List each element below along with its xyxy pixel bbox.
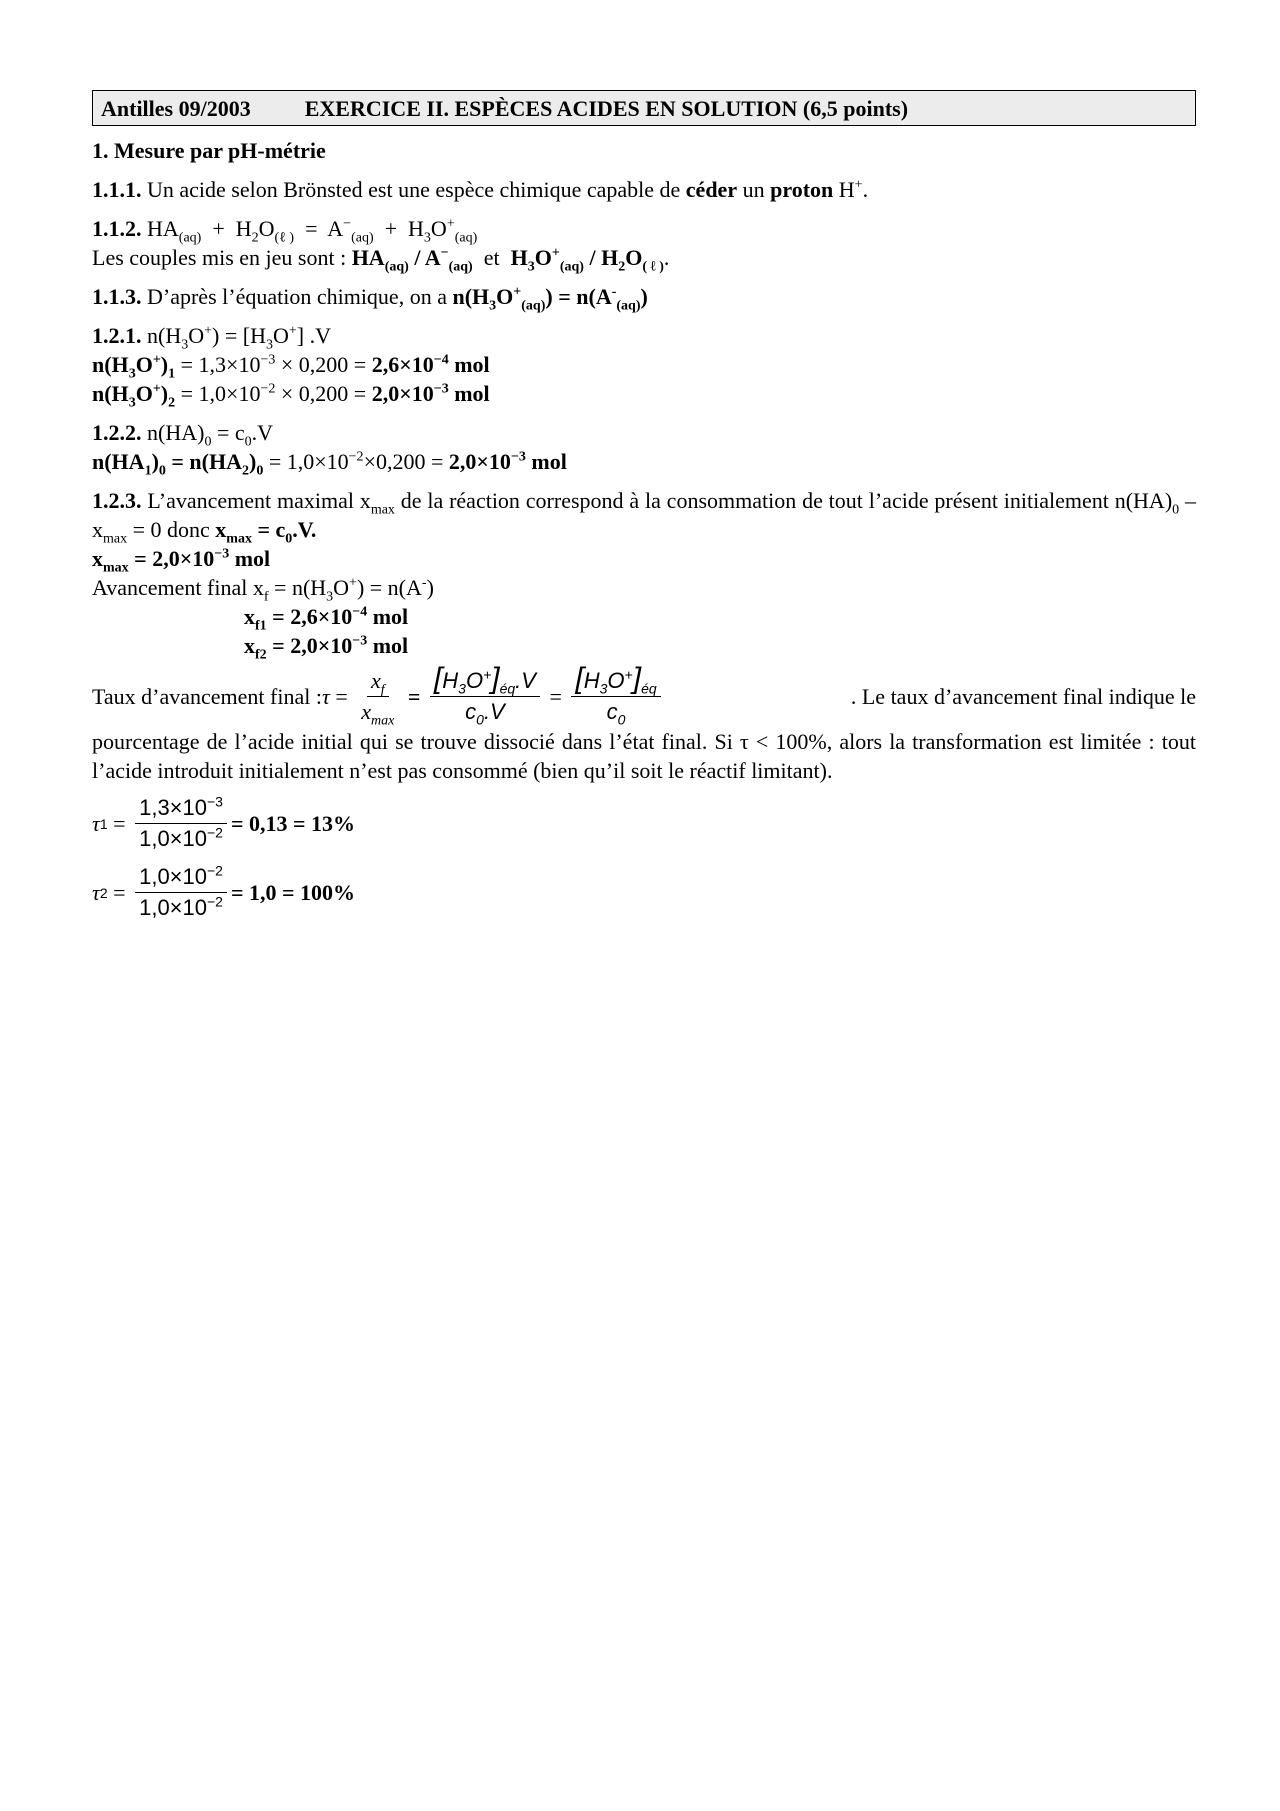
text: max: [103, 531, 128, 547]
text: L’avancement maximal x: [141, 488, 371, 513]
text: 3: [423, 230, 431, 246]
tau2-calculation: τ 2 = $\frac{1,0\times 10^{-2}}{1,0\times 10^{-2}}$ = 1,0 = 100%: [92, 862, 1196, 923]
text: O: [135, 352, 153, 377]
text: +: [854, 177, 863, 193]
text: −: [440, 245, 449, 261]
text: 0: [476, 711, 484, 728]
text: 2,0×10: [448, 449, 511, 474]
text: éq: [499, 680, 516, 697]
text: (aq): [384, 259, 409, 275]
text: −2: [207, 893, 223, 910]
text: O: [272, 323, 289, 348]
text: max: [226, 531, 252, 547]
text: 1,0×10: [139, 864, 207, 889]
fraction-h3o-v-c0v: $\frac{[H_3O^+]_{éq}.V}{c_0.V}$: [430, 666, 540, 727]
text: n(HA: [92, 449, 145, 474]
text: +: [513, 284, 522, 300]
text: Les couples mis en jeu sont :: [92, 245, 352, 270]
document: [92, 90, 1196, 923]
text: f: [263, 589, 269, 605]
text: 3: [458, 680, 466, 697]
text: O: [333, 575, 350, 600]
text: +: [624, 666, 633, 683]
fraction-tau2: [135, 862, 227, 923]
fraction-tau1: [135, 793, 227, 854]
taux-formula: [92, 662, 1196, 729]
text: mol: [367, 604, 409, 629]
text: 0: [256, 463, 264, 479]
text: x: [244, 633, 255, 658]
text: =: [329, 684, 354, 709]
text: mol: [525, 449, 567, 474]
text: +: [551, 245, 560, 261]
text: max: [103, 560, 129, 576]
text: =: [402, 684, 426, 709]
text: (aq): [521, 298, 546, 314]
text: +: [288, 323, 297, 339]
text: 2: [251, 230, 259, 246]
text: 0: [617, 711, 626, 728]
text: 3: [527, 259, 535, 275]
text: τ: [321, 684, 330, 709]
text: céder: [685, 177, 738, 202]
text: 1: [168, 366, 176, 382]
text: n(HA): [141, 420, 205, 445]
fraction-h3o-c0: $\frac{[H_3O^+]_{éq}}{c_0}$: [571, 666, 660, 727]
text: 2: [168, 395, 176, 411]
text: (aq): [616, 298, 641, 314]
text: 0: [1172, 502, 1180, 518]
text: −: [343, 216, 352, 232]
text: 2: [242, 463, 249, 479]
text: −3: [352, 633, 368, 649]
answer-1-2-1: [92, 321, 1196, 411]
text: =: [107, 880, 132, 905]
text: −3: [433, 381, 449, 397]
section-title: 1. Mesure par pH-métrie: [92, 138, 326, 163]
text: = 1,0 = 100%: [230, 880, 356, 905]
text: / A: [408, 245, 441, 270]
text: −3: [260, 352, 276, 368]
text: max: [370, 502, 395, 518]
text: mol: [448, 352, 490, 377]
answer-1-1-3: [92, 282, 1196, 314]
text: (aq): [351, 230, 374, 246]
text: max: [371, 713, 395, 729]
text: .: [862, 177, 869, 202]
text: (aq): [448, 259, 473, 275]
text: 2,6×10: [371, 352, 434, 377]
text: = 1,0×10: [263, 449, 349, 474]
text: = 2,0×10: [128, 546, 215, 571]
text: =: [107, 811, 132, 836]
text: . Le taux d’avancement final indique le: [850, 684, 1196, 709]
text: ): [249, 449, 257, 474]
text: ×0,200 =: [363, 449, 449, 474]
text: .V: [515, 668, 536, 693]
text: O: [135, 381, 153, 406]
text: 0: [285, 531, 293, 547]
text: O: [258, 216, 275, 241]
text: ) = n(A: [356, 575, 422, 600]
text: H: [442, 668, 459, 693]
text: n(H: [452, 284, 490, 309]
text: +: [483, 666, 492, 683]
text: .V: [483, 699, 505, 724]
text: x: [370, 668, 381, 693]
text: ( ℓ ): [642, 259, 664, 275]
text: O: [625, 245, 643, 270]
text: mol: [448, 381, 490, 406]
text: O: [607, 668, 625, 693]
text: f: [380, 682, 385, 698]
text: 3: [128, 366, 136, 382]
text: ): [151, 449, 159, 474]
text: +: [373, 216, 409, 241]
text: éq: [641, 680, 657, 697]
text: .V.: [292, 517, 317, 542]
text: H: [510, 245, 528, 270]
text: +: [152, 381, 161, 397]
text: = n(H: [268, 575, 327, 600]
text: f1: [255, 618, 267, 634]
answer-1-1-2: [92, 214, 1196, 275]
text: 1: [144, 463, 152, 479]
text: +: [201, 216, 236, 241]
text: −2: [260, 381, 276, 397]
text: τ: [92, 811, 100, 836]
text: (aq): [454, 230, 478, 246]
text: Avancement final x: [92, 575, 264, 600]
question-number: 1.1.3.: [92, 284, 142, 309]
text: ): [160, 352, 169, 377]
question-number: 1.2.2.: [92, 420, 142, 445]
text: mol: [367, 633, 409, 658]
answer-1-1-1: [92, 175, 1196, 204]
text: HA: [147, 216, 179, 241]
text: 1,0×10: [139, 826, 207, 851]
text: D’après l’équation chimique, on a: [141, 284, 453, 309]
text: = 1,3×10: [175, 352, 261, 377]
text: −2: [348, 449, 364, 465]
text: 2,0×10: [371, 381, 434, 406]
text: n(H: [141, 323, 182, 348]
question-number: 1.2.1.: [92, 323, 142, 348]
text: O: [430, 216, 447, 241]
text: ): [160, 381, 169, 406]
text: = 2,6×10: [266, 604, 353, 629]
text: 3: [599, 680, 608, 697]
text: – x: [92, 488, 1196, 542]
text: = 1,0×10: [175, 381, 261, 406]
text: 0: [158, 463, 166, 479]
text: O: [534, 245, 552, 270]
text: O: [465, 668, 484, 693]
text: un: [737, 177, 771, 202]
text: = A: [294, 216, 344, 241]
text: de la réaction correspond à la consommation de tout l’acide présent initialement n(HA): [394, 488, 1173, 513]
text: H: [408, 216, 424, 241]
text: +: [349, 575, 357, 591]
text: n(H: [92, 352, 129, 377]
text: 0: [244, 434, 252, 450]
text: -: [421, 575, 427, 591]
question-number: 1.1.1.: [92, 177, 142, 202]
fraction-xf-xmax: [357, 666, 398, 727]
text: × 0,200 =: [275, 352, 372, 377]
text: Taux d’avancement final :: [92, 684, 322, 709]
text: 0: [204, 434, 212, 450]
text: (aq): [559, 259, 584, 275]
text: x: [92, 546, 103, 571]
text: =: [543, 684, 568, 709]
text: 3: [489, 298, 497, 314]
text: = n(HA: [165, 449, 242, 474]
text: 3: [181, 337, 189, 353]
text: c: [606, 699, 618, 724]
text: 2: [618, 259, 626, 275]
text: HA: [351, 245, 385, 270]
text: × 0,200 =: [275, 381, 372, 406]
text: ) = [H: [212, 323, 266, 348]
text: c: [465, 699, 477, 724]
text: n(H: [92, 381, 129, 406]
question-number: 1.2.3.: [92, 488, 142, 513]
text: 1,3×10: [139, 795, 207, 820]
text: ): [426, 575, 434, 600]
text: −3: [207, 793, 223, 810]
text: -: [611, 284, 617, 300]
text: = 2,0×10: [266, 633, 353, 658]
text: 3: [128, 395, 136, 411]
text: = c: [211, 420, 245, 445]
text: et: [472, 245, 511, 270]
text: x: [361, 699, 372, 724]
text: +: [204, 323, 213, 339]
text: .V: [251, 420, 273, 445]
text: Un acide selon Brönsted est une espèce chimique capable de: [141, 177, 686, 202]
question-number: 1.1.2.: [92, 216, 142, 241]
text: proton: [770, 177, 834, 202]
text: .: [663, 245, 670, 270]
text: pourcentage de l’acide initial qui se trouve dissocié dans l’état final. Si τ < 100%, alors la transformation est limitée : tout l’acide introduit initialement n’est pas consommé (bien qu’il soit le réactif limitant).: [92, 729, 1196, 783]
text: 3: [265, 337, 273, 353]
text: (aq): [178, 230, 202, 246]
text: O: [496, 284, 514, 309]
text: +: [446, 216, 455, 232]
text: (ℓ ): [274, 230, 295, 246]
text: H: [235, 216, 252, 241]
text: x: [215, 517, 227, 542]
text: −4: [433, 352, 449, 368]
text: ) = n(A: [545, 284, 612, 309]
text: O: [188, 323, 205, 348]
text: / H: [583, 245, 619, 270]
text: = c: [251, 517, 286, 542]
text: mol: [229, 546, 271, 571]
text: ): [640, 284, 648, 309]
text: H: [833, 177, 855, 202]
text: −3: [214, 546, 230, 562]
equation: [147, 216, 478, 246]
text: 1,0×10: [139, 895, 207, 920]
exercise-title: EXERCICE II. ESPÈCES ACIDES EN SOLUTION (6,5 points): [304, 95, 909, 121]
text: τ: [92, 880, 100, 905]
text: 3: [326, 589, 334, 605]
text: +: [152, 352, 161, 368]
text: x: [244, 604, 255, 629]
text: f2: [255, 647, 267, 663]
text: −4: [352, 604, 368, 620]
text: −3: [510, 449, 526, 465]
text: ] .V: [296, 323, 331, 348]
tau1-calculation: τ 1 = $\frac{1,3\times 10^{-3}}{1,0\times 10^{-2}}$ = 0,13 = 13%: [92, 793, 1196, 854]
text: = 0,13 = 13%: [230, 811, 356, 836]
exercise-header: [92, 90, 1196, 126]
answer-1-2-3: [92, 486, 1196, 923]
text: H: [583, 668, 600, 693]
source-label: Antilles 09/2003: [101, 95, 251, 121]
text: −2: [207, 824, 223, 841]
answer-1-2-2: [92, 418, 1196, 479]
text: = 0 donc: [127, 517, 216, 542]
text: −2: [207, 862, 223, 879]
